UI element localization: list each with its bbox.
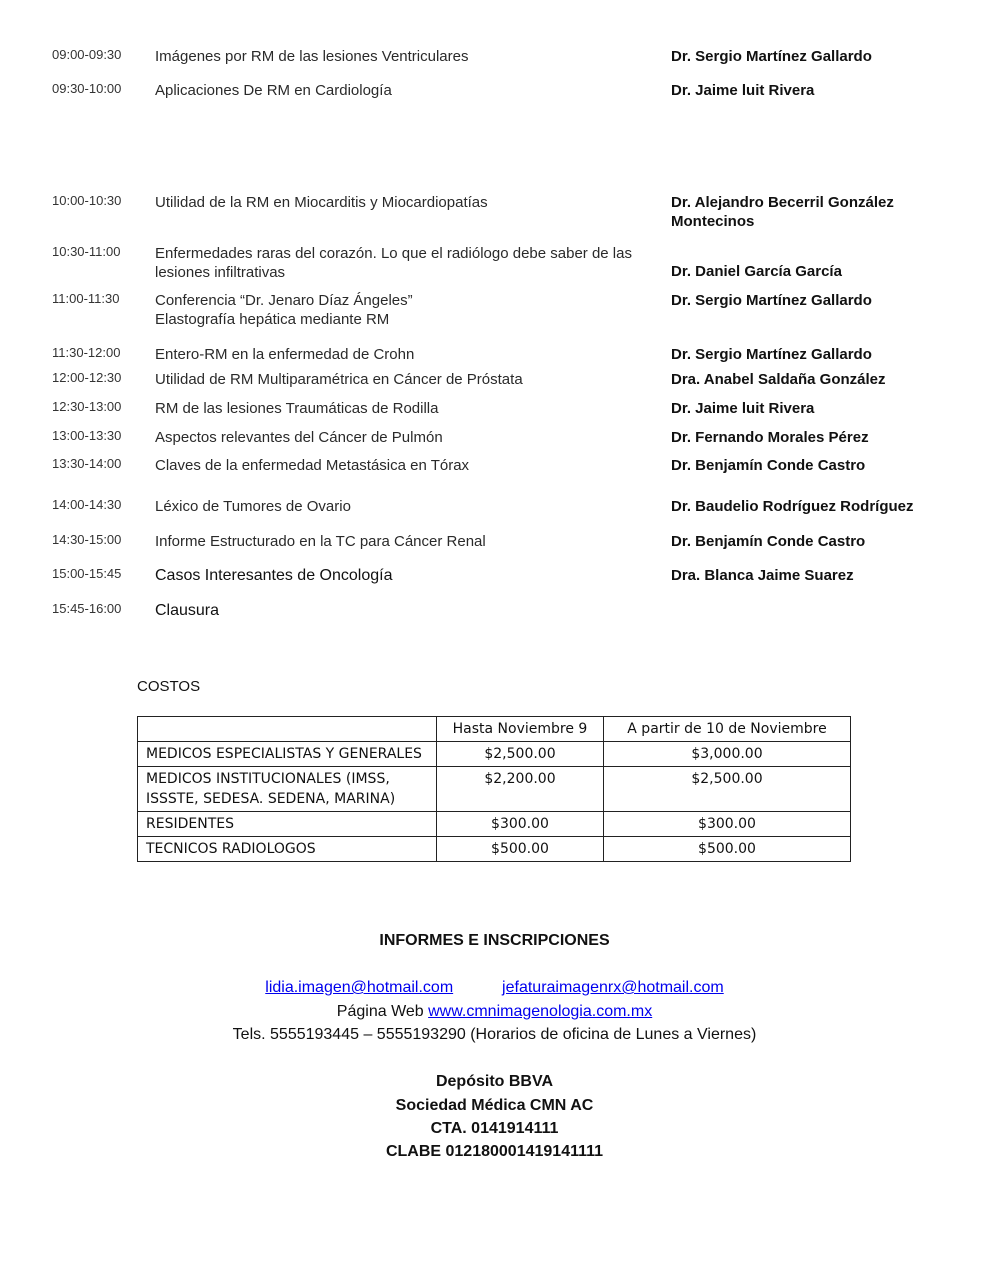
table-row [138, 767, 851, 812]
table-header-cell [138, 717, 437, 742]
clabe-number: CLABE 012180001419141111 [385, 1143, 604, 1160]
session-topic: Informe Estructurado en la TC para Cáncer Renal [155, 533, 486, 550]
email-link-2[interactable]: jefaturaimagenrx@hotmail.com [502, 979, 724, 996]
session-speaker: Dr. Benjamín Conde Castro [671, 457, 866, 474]
costs-table [137, 716, 851, 862]
table-cell: RESIDENTES [138, 812, 437, 837]
session-time: 12:00-12:30 [52, 370, 122, 385]
table-cell: $2,500.00 [604, 767, 851, 812]
session-time: 11:00-11:30 [52, 291, 120, 306]
session-speaker: Dr. Jaime luit Rivera [671, 82, 815, 99]
table-header-cell: A partir de 10 de Noviembre [604, 717, 851, 742]
phones-line: Tels. 5555193445 – 5555193290 (Horarios de oficina de Lunes a Viernes) [232, 1026, 757, 1043]
session-topic: Entero-RM en la enfermedad de Crohn [155, 346, 415, 363]
session-time: 13:30-14:00 [52, 456, 122, 471]
session-topic: Imágenes por RM de las lesiones Ventriculares [155, 48, 469, 65]
session-speaker: Dr. Alejandro Becerril González Montecinos [671, 194, 894, 230]
session-topic-line2: Elastografía hepática mediante RM [155, 311, 390, 328]
table-header-row [138, 717, 851, 742]
table-cell: $300.00 [604, 812, 851, 837]
session-speaker: Dr. Jaime luit Rivera [671, 400, 815, 417]
table-cell: MEDICOS INSTITUCIONALES (IMSS, ISSSTE, SEDESA. SEDENA, MARINA) [138, 767, 437, 812]
session-time: 09:30-10:00 [52, 81, 122, 96]
table-header-cell: Hasta Noviembre 9 [437, 717, 604, 742]
website-link[interactable]: www.cmnimagenologia.com.mx [428, 1003, 653, 1020]
session-time: 14:00-14:30 [52, 497, 122, 512]
table-row [138, 837, 851, 862]
session-speaker: Dr. Sergio Martínez Gallardo [671, 48, 872, 65]
session-speaker: Dr. Fernando Morales Pérez [671, 429, 869, 446]
session-time: 10:30-11:00 [52, 244, 121, 259]
table-cell: TECNICOS RADIOLOGOS [138, 837, 437, 862]
table-cell: $3,000.00 [604, 742, 851, 767]
session-time: 15:00-15:45 [52, 566, 122, 581]
table-row [138, 812, 851, 837]
session-topic: Aspectos relevantes del Cáncer de Pulmón [155, 429, 443, 446]
table-row [138, 742, 851, 767]
session-speaker: Dra. Anabel Saldaña González [671, 371, 886, 388]
table-cell: MEDICOS ESPECIALISTAS Y GENERALES [138, 742, 437, 767]
session-speaker: Dra. Blanca Jaime Suarez [671, 567, 854, 584]
session-topic: RM de las lesiones Traumáticas de Rodilla [155, 400, 439, 417]
account-number: CTA. 0141914111 [430, 1120, 559, 1137]
session-time: 10:00-10:30 [52, 193, 122, 208]
email-link-1[interactable]: lidia.imagen@hotmail.com [265, 979, 454, 996]
table-cell: $300.00 [437, 812, 604, 837]
session-time: 14:30-15:00 [52, 532, 122, 547]
session-speaker: Dr. Sergio Martínez Gallardo [671, 292, 872, 309]
table-cell: $2,500.00 [437, 742, 604, 767]
session-speaker: Dr. Baudelio Rodríguez Rodríguez [671, 498, 914, 515]
session-topic: Aplicaciones De RM en Cardiología [155, 82, 392, 99]
bank-name: Depósito BBVA [435, 1073, 554, 1090]
table-cell: $500.00 [604, 837, 851, 862]
session-topic: Clausura [155, 602, 220, 619]
session-time: 09:00-09:30 [52, 47, 122, 62]
session-topic: Casos Interesantes de Oncología [155, 567, 393, 584]
session-topic: Utilidad de la RM en Miocarditis y Miocardiopatías [155, 194, 488, 211]
session-topic: Utilidad de RM Multiparamétrica en Cáncer de Próstata [155, 371, 523, 388]
account-holder: Sociedad Médica CMN AC [395, 1097, 594, 1114]
email-line [0, 979, 989, 997]
session-topic: Claves de la enfermedad Metastásica en Tórax [155, 457, 470, 474]
session-topic: Léxico de Tumores de Ovario [155, 498, 351, 515]
website-label: Página Web [336, 1003, 424, 1020]
session-time: 12:30-13:00 [52, 399, 122, 414]
table-cell: $2,200.00 [437, 767, 604, 812]
session-time: 15:45-16:00 [52, 601, 122, 616]
session-time: 13:00-13:30 [52, 428, 122, 443]
session-topic: Conferencia “Dr. Jenaro Díaz Ángeles” [155, 292, 413, 309]
website-line [0, 1003, 989, 1021]
costs-title: COSTOS [137, 678, 201, 695]
session-topic: Enfermedades raras del corazón. Lo que el radiólogo debe saber de las lesiones infiltrativas [155, 245, 632, 281]
table-cell: $500.00 [437, 837, 604, 862]
session-time: 11:30-12:00 [52, 345, 121, 360]
session-speaker: Dr. Benjamín Conde Castro [671, 533, 866, 550]
session-speaker: Dr. Daniel García García [671, 263, 842, 280]
session-speaker: Dr. Sergio Martínez Gallardo [671, 346, 872, 363]
contact-heading: INFORMES E INSCRIPCIONES [379, 932, 610, 949]
